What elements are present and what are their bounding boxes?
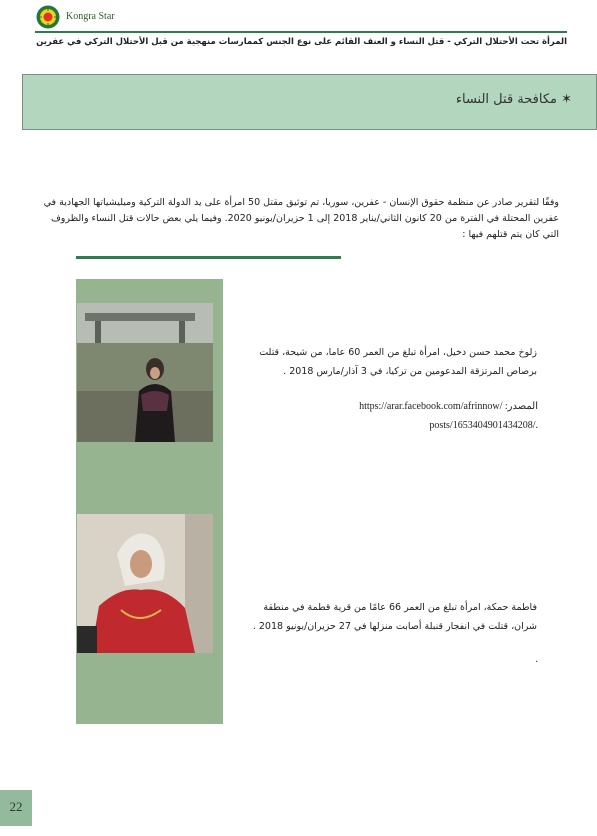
stray-mark: . xyxy=(535,654,539,665)
victim-photo-1 xyxy=(77,303,213,442)
header-rule xyxy=(35,31,567,33)
source-url-line-1[interactable]: https://arar.facebook.com/afrinnow/ xyxy=(359,401,503,412)
section-banner xyxy=(22,74,597,130)
case-entry-2: فاطمة حمكة، امرأة تبلغ من العمر 66 عامًا من قرية قطمة في منطقة شران، قتلت في انفجار قنبلة أصابت منزلها في 27 حزيران/يونيو 2018 . xyxy=(252,602,537,632)
source-url-line-2[interactable]: posts/1653404901434208/. xyxy=(429,420,538,431)
page-number: 22 xyxy=(9,799,23,814)
source-label: المصدر: xyxy=(504,401,538,412)
intro-rule xyxy=(76,256,341,259)
running-title: المرأة تحت الأحتلال التركي - قتل النساء و العنف القائم على نوع الجنس كممارسات منهجية من قبل الأحتلال التركي في عفرين xyxy=(36,37,567,47)
kongra-star-logo xyxy=(36,5,60,29)
case-entry-1: زلوخ محمد حسن دخيل، امرأة تبلغ من العمر 60 عاما، من شيحة، قتلت برصاص المرتزقة المدعومين من تركيا، في 3 آذار/مارس 2018 . xyxy=(259,347,537,377)
victim-photo-2 xyxy=(77,514,213,653)
case-source-1 xyxy=(240,397,538,435)
intro-paragraph: وفقًا لتقرير صادر عن منظمة حقوق الإنسان - عفرين، سوريا، تم توثيق مقتل 50 امرأة على يد الدولة التركية وميليشياتها الجهادية في عفرين المحتلة في الفترة من 20 كانون الثاني/يناير 2018 إلى 1 حزيران/يونيو 2020. وفيما يلي بعض حالات قتل النساء والظروف التي كان يتم قتلهم فيها : xyxy=(43,197,559,240)
section-heading: ✶ مكافحة قتل النساء xyxy=(455,92,572,107)
page-number-box xyxy=(0,790,32,826)
brand-name: Kongra Star xyxy=(66,11,115,22)
